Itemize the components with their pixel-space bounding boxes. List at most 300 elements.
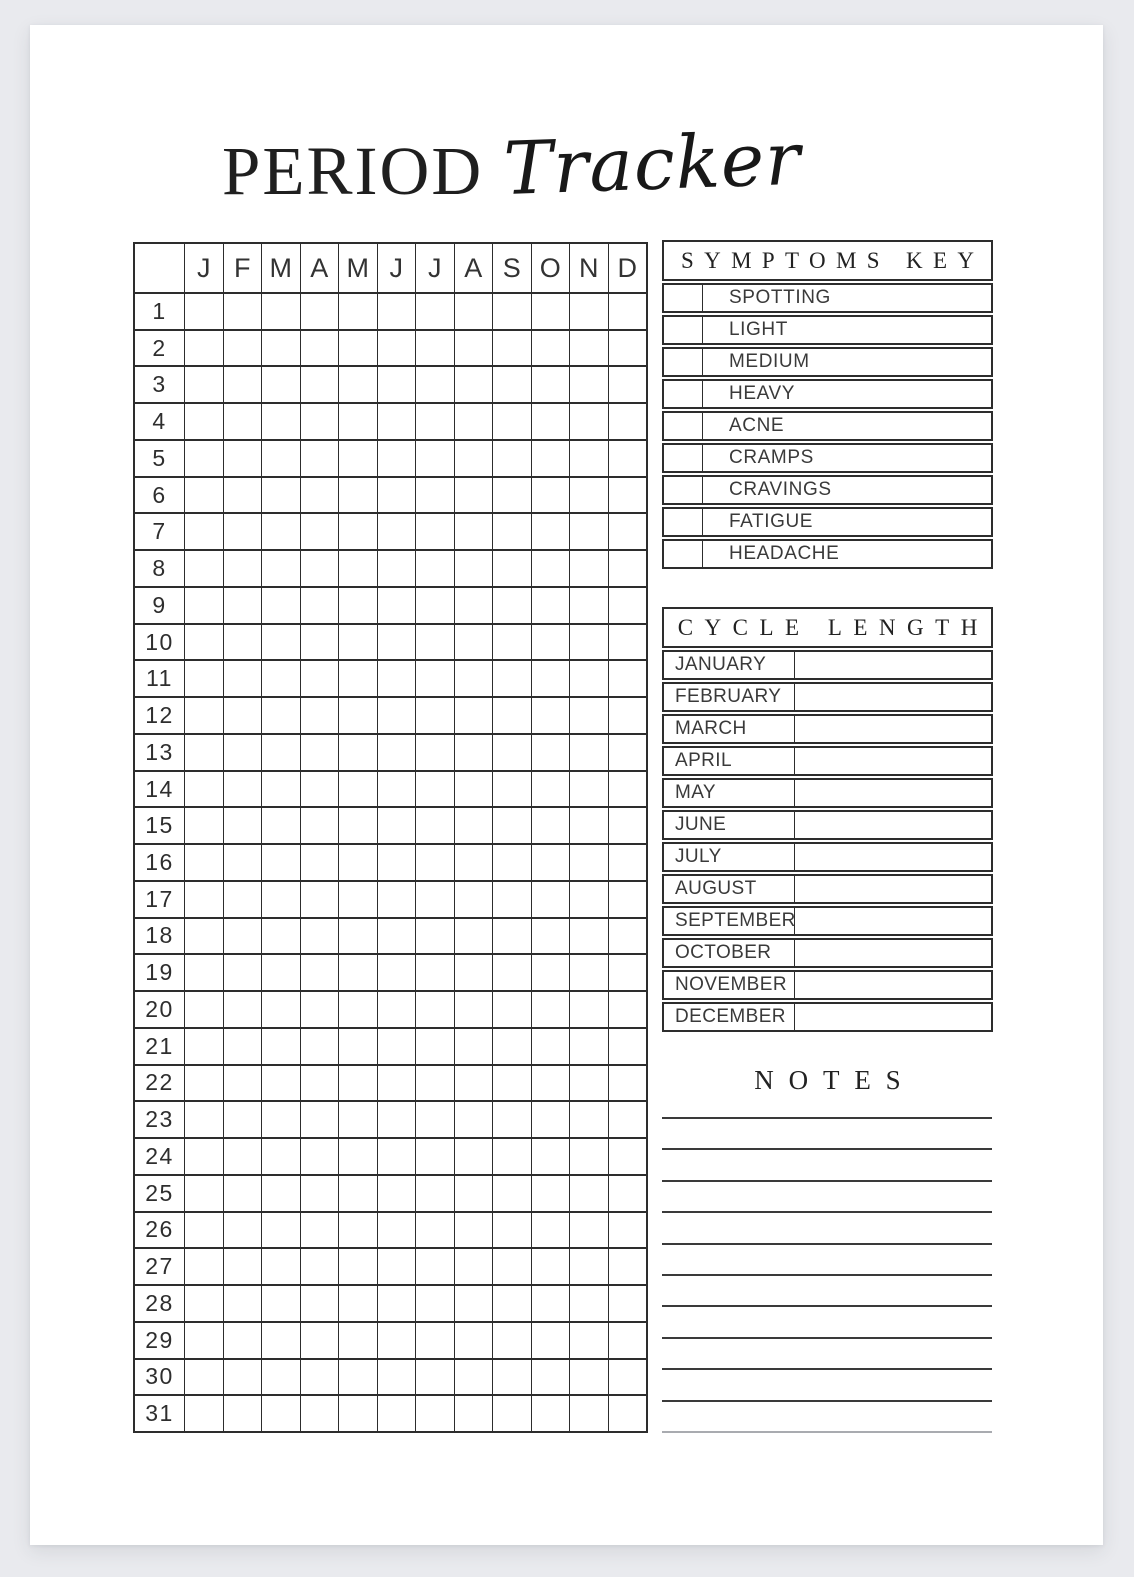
grid-cell[interactable] [531,1064,570,1101]
grid-cell[interactable] [377,292,416,329]
grid-cell[interactable] [454,733,493,770]
grid-cell[interactable] [415,1284,454,1321]
grid-cell[interactable] [184,696,223,733]
grid-cell[interactable] [454,843,493,880]
symptom-color-box[interactable] [664,541,703,567]
grid-cell[interactable] [415,365,454,402]
grid-cell[interactable] [223,733,262,770]
notes-line[interactable] [662,1431,992,1462]
grid-cell[interactable] [261,623,300,660]
grid-cell[interactable] [184,549,223,586]
grid-cell[interactable] [184,733,223,770]
grid-cell[interactable] [608,439,647,476]
grid-cell[interactable] [261,696,300,733]
grid-cell[interactable] [492,1284,531,1321]
notes-line[interactable] [662,1337,992,1368]
grid-cell[interactable] [608,329,647,366]
grid-cell[interactable] [184,365,223,402]
grid-cell[interactable] [300,1394,339,1431]
grid-cell[interactable] [608,1100,647,1137]
grid-cell[interactable] [608,1247,647,1284]
grid-cell[interactable] [184,439,223,476]
grid-cell[interactable] [338,439,377,476]
grid-cell[interactable] [454,1321,493,1358]
grid-cell[interactable] [492,659,531,696]
grid-cell[interactable] [492,402,531,439]
symptom-color-box[interactable] [664,477,703,503]
grid-cell[interactable] [608,476,647,513]
grid-cell[interactable] [569,549,608,586]
grid-cell[interactable] [492,586,531,623]
grid-cell[interactable] [569,770,608,807]
grid-cell[interactable] [261,586,300,623]
grid-cell[interactable] [492,292,531,329]
grid-cell[interactable] [454,1100,493,1137]
grid-cell[interactable] [531,880,570,917]
grid-cell[interactable] [377,1321,416,1358]
grid-cell[interactable] [492,1174,531,1211]
grid-cell[interactable] [223,990,262,1027]
grid-cell[interactable] [261,1394,300,1431]
grid-cell[interactable] [531,549,570,586]
grid-cell[interactable] [300,292,339,329]
grid-cell[interactable] [492,476,531,513]
grid-cell[interactable] [184,917,223,954]
grid-cell[interactable] [531,953,570,990]
grid-cell[interactable] [569,1137,608,1174]
grid-cell[interactable] [261,365,300,402]
grid-cell[interactable] [338,512,377,549]
grid-cell[interactable] [184,1100,223,1137]
grid-cell[interactable] [261,770,300,807]
notes-line[interactable] [662,1117,992,1148]
grid-cell[interactable] [377,770,416,807]
grid-cell[interactable] [531,917,570,954]
symptom-color-box[interactable] [664,317,703,343]
grid-cell[interactable] [492,1247,531,1284]
grid-cell[interactable] [184,476,223,513]
grid-cell[interactable] [454,365,493,402]
grid-cell[interactable] [261,806,300,843]
grid-cell[interactable] [300,770,339,807]
grid-cell[interactable] [492,696,531,733]
grid-cell[interactable] [415,476,454,513]
grid-cell[interactable] [608,990,647,1027]
grid-cell[interactable] [338,292,377,329]
grid-cell[interactable] [454,1027,493,1064]
grid-cell[interactable] [261,549,300,586]
grid-cell[interactable] [569,1284,608,1321]
grid-cell[interactable] [531,1100,570,1137]
grid-cell[interactable] [184,1394,223,1431]
grid-cell[interactable] [300,733,339,770]
grid-cell[interactable] [377,329,416,366]
grid-cell[interactable] [300,549,339,586]
grid-cell[interactable] [338,770,377,807]
grid-cell[interactable] [608,806,647,843]
grid-cell[interactable] [531,1027,570,1064]
grid-cell[interactable] [338,806,377,843]
grid-cell[interactable] [300,1027,339,1064]
grid-cell[interactable] [223,1174,262,1211]
grid-cell[interactable] [531,365,570,402]
grid-cell[interactable] [608,770,647,807]
grid-cell[interactable] [338,1358,377,1395]
grid-cell[interactable] [608,292,647,329]
grid-cell[interactable] [454,1137,493,1174]
grid-cell[interactable] [184,806,223,843]
grid-cell[interactable] [300,623,339,660]
grid-cell[interactable] [338,1100,377,1137]
grid-cell[interactable] [492,1394,531,1431]
grid-cell[interactable] [261,292,300,329]
grid-cell[interactable] [569,990,608,1027]
grid-cell[interactable] [338,1284,377,1321]
grid-cell[interactable] [184,843,223,880]
grid-cell[interactable] [569,806,608,843]
grid-cell[interactable] [531,1358,570,1395]
grid-cell[interactable] [415,1100,454,1137]
grid-cell[interactable] [608,696,647,733]
grid-cell[interactable] [223,659,262,696]
grid-cell[interactable] [569,733,608,770]
grid-cell[interactable] [338,1064,377,1101]
grid-cell[interactable] [608,1137,647,1174]
grid-cell[interactable] [569,1211,608,1248]
grid-cell[interactable] [338,1394,377,1431]
grid-cell[interactable] [608,1027,647,1064]
grid-cell[interactable] [531,770,570,807]
grid-cell[interactable] [223,1247,262,1284]
grid-cell[interactable] [184,1247,223,1284]
grid-cell[interactable] [415,292,454,329]
grid-cell[interactable] [415,733,454,770]
grid-cell[interactable] [492,733,531,770]
grid-cell[interactable] [492,990,531,1027]
grid-cell[interactable] [454,1394,493,1431]
grid-cell[interactable] [261,439,300,476]
grid-cell[interactable] [261,476,300,513]
notes-line[interactable] [662,1148,992,1179]
grid-cell[interactable] [300,1247,339,1284]
grid-cell[interactable] [261,733,300,770]
grid-cell[interactable] [415,439,454,476]
grid-cell[interactable] [454,623,493,660]
cycle-value-cell[interactable] [795,940,991,966]
grid-cell[interactable] [338,623,377,660]
grid-cell[interactable] [223,1100,262,1137]
grid-cell[interactable] [608,1321,647,1358]
grid-cell[interactable] [454,770,493,807]
grid-cell[interactable] [300,1211,339,1248]
grid-cell[interactable] [531,402,570,439]
grid-cell[interactable] [492,843,531,880]
grid-cell[interactable] [261,953,300,990]
grid-cell[interactable] [569,512,608,549]
notes-line[interactable] [662,1305,992,1336]
grid-cell[interactable] [569,953,608,990]
grid-cell[interactable] [300,512,339,549]
grid-cell[interactable] [223,1321,262,1358]
grid-cell[interactable] [377,586,416,623]
grid-cell[interactable] [261,1358,300,1395]
grid-cell[interactable] [492,549,531,586]
grid-cell[interactable] [184,512,223,549]
symptom-color-box[interactable] [664,349,703,375]
grid-cell[interactable] [492,953,531,990]
grid-cell[interactable] [377,696,416,733]
grid-cell[interactable] [531,990,570,1027]
grid-cell[interactable] [261,917,300,954]
grid-cell[interactable] [569,329,608,366]
grid-cell[interactable] [415,1358,454,1395]
grid-cell[interactable] [184,1027,223,1064]
grid-cell[interactable] [223,292,262,329]
grid-cell[interactable] [300,1321,339,1358]
grid-cell[interactable] [300,1284,339,1321]
grid-cell[interactable] [300,1358,339,1395]
grid-cell[interactable] [492,329,531,366]
grid-cell[interactable] [454,953,493,990]
grid-cell[interactable] [261,512,300,549]
grid-cell[interactable] [300,917,339,954]
grid-cell[interactable] [377,1247,416,1284]
cycle-value-cell[interactable] [795,908,991,934]
grid-cell[interactable] [223,549,262,586]
grid-cell[interactable] [223,1211,262,1248]
grid-cell[interactable] [184,880,223,917]
grid-cell[interactable] [415,843,454,880]
grid-cell[interactable] [377,1174,416,1211]
grid-cell[interactable] [300,1137,339,1174]
grid-cell[interactable] [531,843,570,880]
grid-cell[interactable] [223,770,262,807]
grid-cell[interactable] [531,696,570,733]
grid-cell[interactable] [338,1027,377,1064]
grid-cell[interactable] [569,1321,608,1358]
grid-cell[interactable] [569,696,608,733]
grid-cell[interactable] [300,953,339,990]
symptom-color-box[interactable] [664,509,703,535]
grid-cell[interactable] [377,806,416,843]
grid-cell[interactable] [223,843,262,880]
grid-cell[interactable] [454,1064,493,1101]
grid-cell[interactable] [300,1174,339,1211]
grid-cell[interactable] [184,292,223,329]
cycle-value-cell[interactable] [795,748,991,774]
grid-cell[interactable] [531,659,570,696]
grid-cell[interactable] [338,1247,377,1284]
grid-cell[interactable] [531,1137,570,1174]
grid-cell[interactable] [300,439,339,476]
grid-cell[interactable] [223,365,262,402]
grid-cell[interactable] [377,549,416,586]
grid-cell[interactable] [377,1100,416,1137]
grid-cell[interactable] [184,990,223,1027]
grid-cell[interactable] [377,880,416,917]
grid-cell[interactable] [492,512,531,549]
grid-cell[interactable] [261,1211,300,1248]
grid-cell[interactable] [338,880,377,917]
grid-cell[interactable] [377,733,416,770]
grid-cell[interactable] [608,512,647,549]
grid-cell[interactable] [223,329,262,366]
grid-cell[interactable] [569,586,608,623]
grid-cell[interactable] [223,953,262,990]
grid-cell[interactable] [608,586,647,623]
grid-cell[interactable] [454,402,493,439]
grid-cell[interactable] [300,329,339,366]
grid-cell[interactable] [338,549,377,586]
grid-cell[interactable] [338,1174,377,1211]
grid-cell[interactable] [261,1174,300,1211]
grid-cell[interactable] [569,917,608,954]
grid-cell[interactable] [454,990,493,1027]
grid-cell[interactable] [492,1358,531,1395]
grid-cell[interactable] [415,659,454,696]
grid-cell[interactable] [531,733,570,770]
grid-cell[interactable] [492,1211,531,1248]
grid-cell[interactable] [569,365,608,402]
grid-cell[interactable] [608,1394,647,1431]
grid-cell[interactable] [531,439,570,476]
grid-cell[interactable] [415,880,454,917]
grid-cell[interactable] [415,1174,454,1211]
grid-cell[interactable] [377,1064,416,1101]
grid-cell[interactable] [377,1137,416,1174]
notes-line[interactable] [662,1211,992,1242]
grid-cell[interactable] [184,1284,223,1321]
grid-cell[interactable] [415,1321,454,1358]
grid-cell[interactable] [300,402,339,439]
notes-line[interactable] [662,1274,992,1305]
grid-cell[interactable] [184,586,223,623]
grid-cell[interactable] [608,953,647,990]
grid-cell[interactable] [377,512,416,549]
grid-cell[interactable] [608,880,647,917]
grid-cell[interactable] [608,1174,647,1211]
grid-cell[interactable] [300,1100,339,1137]
grid-cell[interactable] [454,880,493,917]
notes-line[interactable] [662,1368,992,1399]
grid-cell[interactable] [454,696,493,733]
grid-cell[interactable] [300,880,339,917]
cycle-value-cell[interactable] [795,844,991,870]
grid-cell[interactable] [454,476,493,513]
grid-cell[interactable] [338,1211,377,1248]
grid-cell[interactable] [338,586,377,623]
grid-cell[interactable] [608,402,647,439]
grid-cell[interactable] [415,512,454,549]
grid-cell[interactable] [492,770,531,807]
grid-cell[interactable] [338,843,377,880]
grid-cell[interactable] [531,292,570,329]
grid-cell[interactable] [608,1211,647,1248]
grid-cell[interactable] [300,365,339,402]
grid-cell[interactable] [492,880,531,917]
grid-cell[interactable] [261,402,300,439]
grid-cell[interactable] [261,843,300,880]
grid-cell[interactable] [261,1321,300,1358]
grid-cell[interactable] [415,329,454,366]
grid-cell[interactable] [531,1211,570,1248]
grid-cell[interactable] [569,1027,608,1064]
grid-cell[interactable] [415,402,454,439]
grid-cell[interactable] [531,586,570,623]
grid-cell[interactable] [377,623,416,660]
grid-cell[interactable] [569,1394,608,1431]
grid-cell[interactable] [184,1064,223,1101]
grid-cell[interactable] [300,990,339,1027]
grid-cell[interactable] [223,880,262,917]
notes-line[interactable] [662,1243,992,1274]
grid-cell[interactable] [223,402,262,439]
grid-cell[interactable] [300,696,339,733]
grid-cell[interactable] [569,1100,608,1137]
grid-cell[interactable] [492,1321,531,1358]
grid-cell[interactable] [569,659,608,696]
grid-cell[interactable] [454,549,493,586]
grid-cell[interactable] [300,586,339,623]
grid-cell[interactable] [300,806,339,843]
grid-cell[interactable] [454,1174,493,1211]
grid-cell[interactable] [569,880,608,917]
grid-cell[interactable] [415,1394,454,1431]
grid-cell[interactable] [415,1247,454,1284]
grid-cell[interactable] [569,623,608,660]
notes-line[interactable] [662,1180,992,1211]
grid-cell[interactable] [300,843,339,880]
grid-cell[interactable] [338,329,377,366]
grid-cell[interactable] [608,843,647,880]
grid-cell[interactable] [300,1064,339,1101]
grid-cell[interactable] [338,402,377,439]
grid-cell[interactable] [377,1358,416,1395]
grid-cell[interactable] [492,1027,531,1064]
grid-cell[interactable] [184,1358,223,1395]
grid-cell[interactable] [377,917,416,954]
grid-cell[interactable] [261,1064,300,1101]
grid-cell[interactable] [338,953,377,990]
grid-cell[interactable] [531,476,570,513]
grid-cell[interactable] [415,917,454,954]
grid-cell[interactable] [415,953,454,990]
grid-cell[interactable] [223,917,262,954]
grid-cell[interactable] [261,1027,300,1064]
grid-cell[interactable] [338,1137,377,1174]
grid-cell[interactable] [415,1137,454,1174]
grid-cell[interactable] [261,990,300,1027]
grid-cell[interactable] [569,402,608,439]
grid-cell[interactable] [261,1284,300,1321]
grid-cell[interactable] [184,659,223,696]
grid-cell[interactable] [261,1100,300,1137]
symptom-color-box[interactable] [664,381,703,407]
symptom-color-box[interactable] [664,445,703,471]
grid-cell[interactable] [415,586,454,623]
grid-cell[interactable] [338,659,377,696]
grid-cell[interactable] [454,659,493,696]
grid-cell[interactable] [223,439,262,476]
grid-cell[interactable] [492,1137,531,1174]
grid-cell[interactable] [492,806,531,843]
grid-cell[interactable] [223,1027,262,1064]
grid-cell[interactable] [261,1137,300,1174]
grid-cell[interactable] [184,623,223,660]
grid-cell[interactable] [531,623,570,660]
grid-cell[interactable] [454,1284,493,1321]
cycle-value-cell[interactable] [795,652,991,678]
